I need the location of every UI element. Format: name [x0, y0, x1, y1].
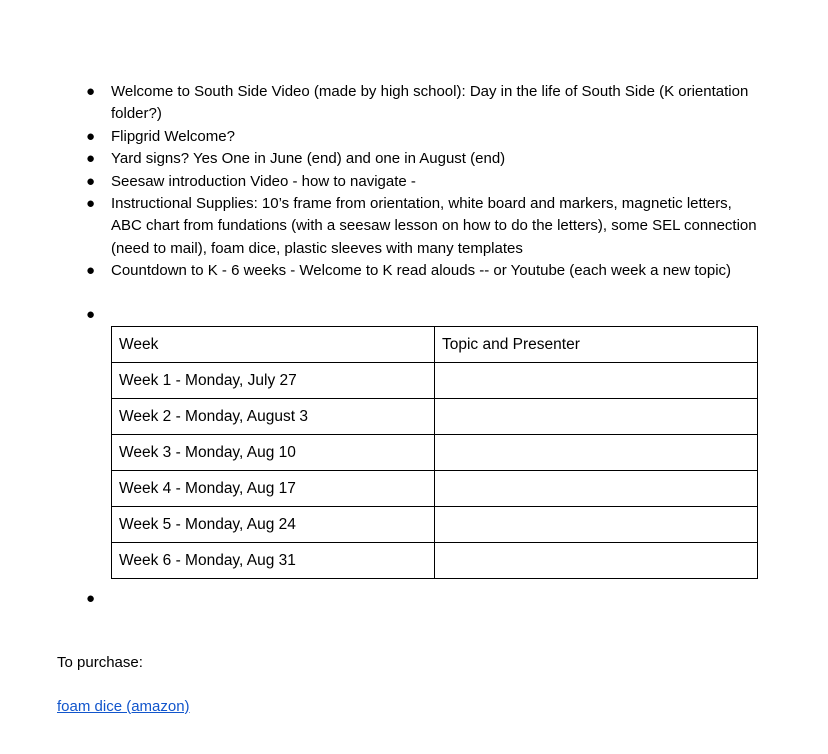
week-cell[interactable]: Week 2 - Monday, August 3	[112, 399, 435, 435]
column-header-week[interactable]: Week	[112, 327, 435, 363]
bullet-text: Instructional Supplies: 10’s frame from orientation, white board and markers, magnetic letters, ABC chart from fundations (with a seesaw lesson on how to do the letters), some SEL connection (need to mail), foam dice, plastic sleeves with many templates	[111, 195, 757, 257]
topic-cell[interactable]	[435, 543, 758, 579]
topic-cell[interactable]	[435, 435, 758, 471]
week-cell[interactable]: Week 4 - Monday, Aug 17	[112, 471, 435, 507]
week-schedule-table	[111, 326, 758, 579]
topic-cell[interactable]	[435, 471, 758, 507]
bullet-text: Yard signs? Yes One in June (end) and one in August (end)	[111, 150, 506, 168]
table-row	[112, 363, 758, 399]
bullet-list	[86, 81, 766, 283]
week-cell[interactable]: Week 3 - Monday, Aug 10	[112, 435, 435, 471]
purchase-label: To purchase:	[57, 654, 143, 671]
table-header-row	[112, 327, 758, 363]
week-cell[interactable]: Week 1 - Monday, July 27	[112, 363, 435, 399]
list-item	[86, 171, 766, 193]
bullet-text: Welcome to South Side Video (made by high school): Day in the life of South Side (K orientation folder?)	[111, 83, 749, 123]
bullet-icon: ●	[86, 172, 96, 190]
bullet-icon: ●	[86, 150, 96, 168]
table-row	[112, 399, 758, 435]
empty-bullet-icon: ●	[86, 306, 96, 323]
list-item	[86, 193, 766, 260]
bullet-icon: ●	[86, 262, 96, 280]
list-item	[86, 126, 766, 148]
bullet-text: Countdown to K - 6 weeks - Welcome to K read alouds -- or Youtube (each week a new topic)	[111, 262, 732, 280]
topic-cell[interactable]	[435, 399, 758, 435]
column-header-topic[interactable]: Topic and Presenter	[435, 327, 758, 363]
list-item	[86, 148, 766, 170]
table-row	[112, 507, 758, 543]
bullet-icon: ●	[86, 127, 96, 145]
table-row	[112, 471, 758, 507]
table-row	[112, 435, 758, 471]
list-item	[86, 81, 766, 126]
list-item	[86, 260, 766, 282]
week-cell[interactable]: Week 5 - Monday, Aug 24	[112, 507, 435, 543]
topic-cell[interactable]	[435, 507, 758, 543]
table-row	[112, 543, 758, 579]
bullet-icon: ●	[86, 195, 96, 213]
bullet-text: Flipgrid Welcome?	[111, 127, 235, 145]
empty-bullet-icon: ●	[86, 590, 96, 607]
week-cell[interactable]: Week 6 - Monday, Aug 31	[112, 543, 435, 579]
bullet-text: Seesaw introduction Video - how to navigate -	[111, 172, 416, 190]
bullet-icon: ●	[86, 83, 96, 100]
foam-dice-link[interactable]: foam dice (amazon)	[57, 698, 190, 715]
topic-cell[interactable]	[435, 363, 758, 399]
